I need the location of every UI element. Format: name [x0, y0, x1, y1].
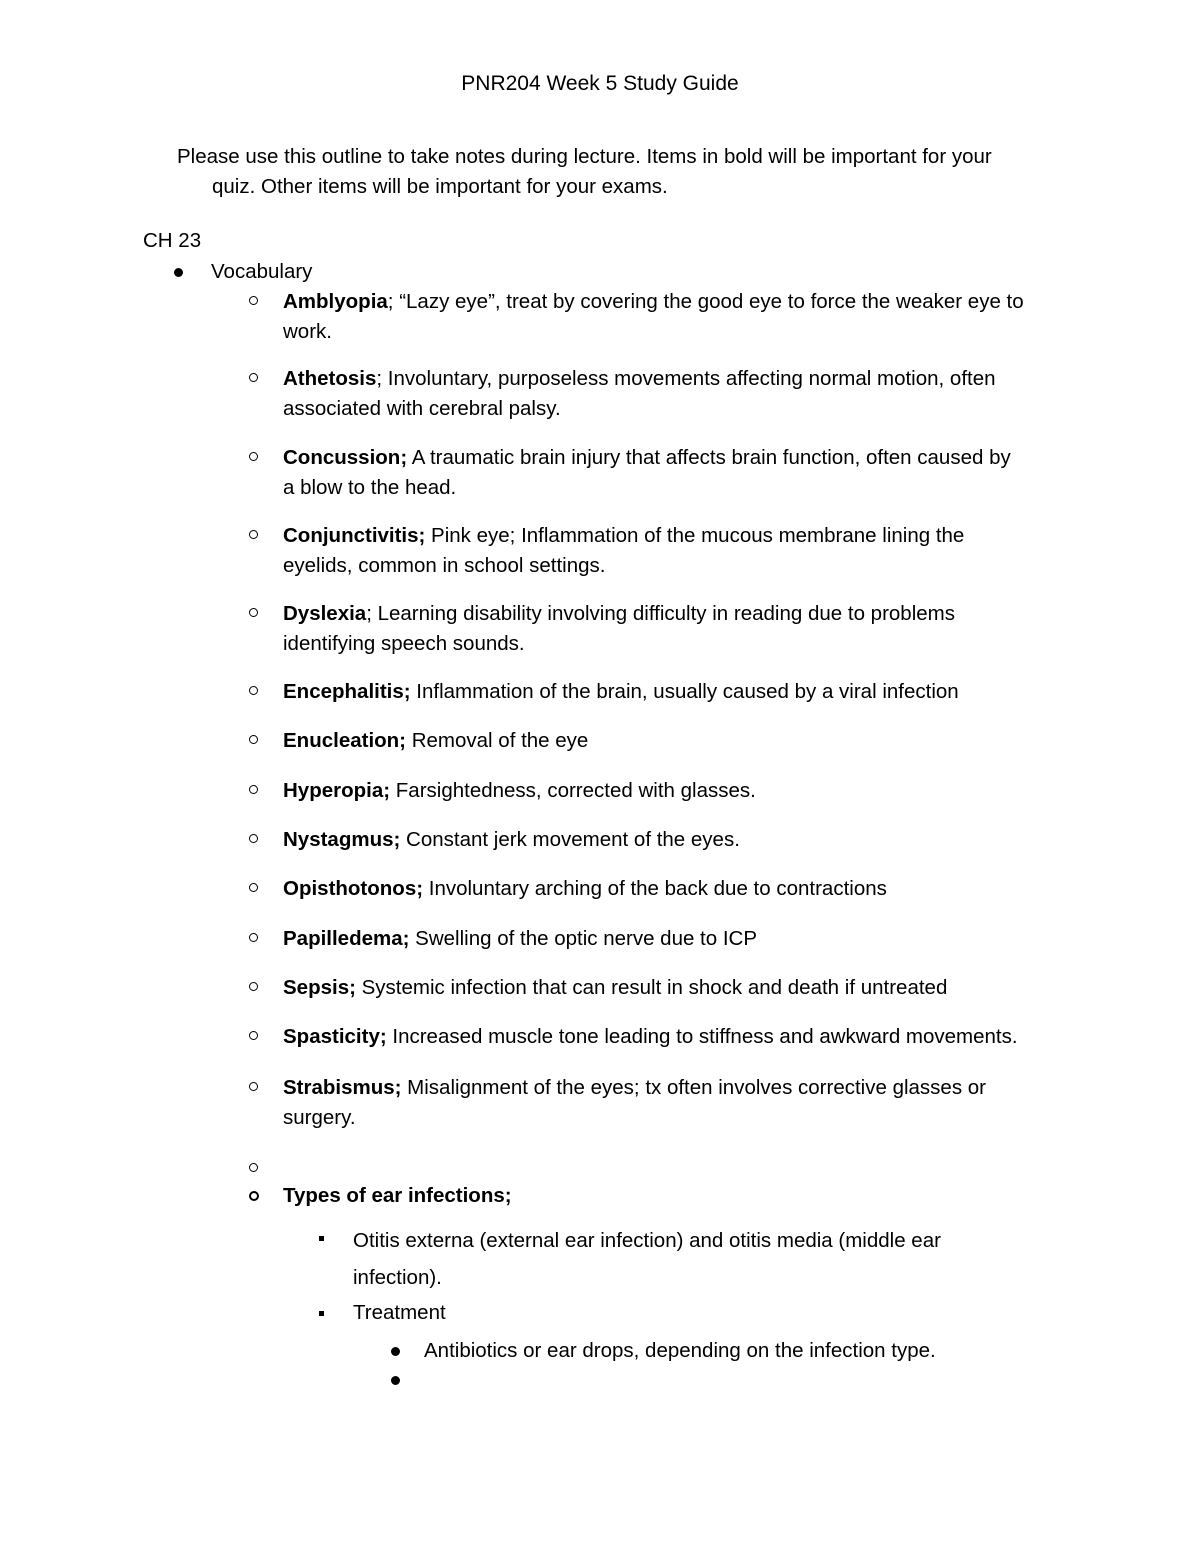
- vocab-term: Nystagmus;: [283, 828, 401, 851]
- vocab-definition-line-1: Increased muscle tone leading to stiffness and awkward movements.: [386, 1025, 1018, 1048]
- intro-line-1: Please use this outline to take notes during lecture. Items in bold will be important for your: [177, 145, 992, 168]
- bullet-circle-icon: [249, 735, 258, 744]
- vocab-term: Encephalitis;: [283, 680, 411, 703]
- treatment-item: Treatment: [353, 1301, 446, 1324]
- vocab-term: Dyslexia: [283, 602, 367, 625]
- vocab-item: [283, 677, 1063, 707]
- vocab-definition-line-2: surgery.: [283, 1106, 356, 1129]
- bullet-circle-icon: [249, 1082, 258, 1091]
- vocab-term: Concussion;: [283, 446, 408, 469]
- bullet-square-icon: [319, 1236, 324, 1241]
- vocab-item: [283, 364, 1063, 424]
- vocab-term: Papilledema;: [283, 927, 410, 950]
- bullet-dot-icon: [391, 1347, 400, 1356]
- vocab-item: [283, 1073, 1063, 1133]
- empty-bullet-dot-icon: [391, 1376, 400, 1385]
- bullet-circle-icon: [249, 373, 258, 382]
- vocab-term: Enucleation;: [283, 729, 407, 752]
- document-title: PNR204 Week 5 Study Guide: [461, 72, 739, 95]
- vocab-definition-line-1: Pink eye; Inflammation of the mucous membrane lining the: [425, 524, 965, 547]
- vocab-item: [283, 599, 1063, 659]
- bullet-circle-icon: [249, 1191, 259, 1201]
- bullet-circle-icon: [249, 883, 258, 892]
- vocab-definition-line-2: work.: [283, 320, 332, 343]
- bullet-circle-icon: [249, 933, 258, 942]
- vocab-definition-line-1: Farsightedness, corrected with glasses.: [390, 779, 756, 802]
- bullet-circle-icon: [249, 982, 258, 991]
- bullet-circle-icon: [249, 686, 258, 695]
- vocab-definition-line-1: Removal of the eye: [406, 729, 589, 752]
- vocab-item: [283, 825, 1063, 855]
- vocab-item: [283, 924, 1063, 954]
- vocab-term: Strabismus;: [283, 1076, 402, 1099]
- vocab-definition-line-2: a blow to the head.: [283, 476, 457, 499]
- vocab-item: [283, 521, 1063, 581]
- bullet-circle-icon: [249, 452, 258, 461]
- otitis-item: [353, 1222, 941, 1296]
- vocab-definition-line-1: Involuntary arching of the back due to contractions: [423, 877, 887, 900]
- vocab-definition-line-1: Inflammation of the brain, usually caused by a viral infection: [410, 680, 959, 703]
- vocab-item: [283, 1022, 1063, 1052]
- vocab-item: [283, 874, 1063, 904]
- chapter-heading: CH 23: [143, 229, 202, 252]
- vocab-term: Opisthotonos;: [283, 877, 424, 900]
- vocab-item: [283, 726, 1063, 756]
- intro-line-2: quiz. Other items will be important for your exams.: [212, 175, 668, 198]
- bullet-circle-icon: [249, 296, 258, 305]
- vocab-term: Athetosis: [283, 367, 377, 390]
- section-vocabulary-label: Vocabulary: [211, 260, 313, 283]
- vocab-definition-line-1: Learning disability involving difficulty in reading due to problems: [371, 602, 955, 625]
- vocab-definition-line-1: Involuntary, purposeless movements affecting normal motion, often: [382, 367, 996, 390]
- vocab-item: [283, 443, 1063, 503]
- intro-paragraph: [177, 142, 1057, 202]
- vocab-definition-line-2: identifying speech sounds.: [283, 632, 525, 655]
- empty-bullet-circle-icon: [249, 1163, 258, 1172]
- vocab-term: Amblyopia: [283, 290, 388, 313]
- vocab-definition-line-1: A traumatic brain injury that affects brain function, often caused by: [407, 446, 1011, 469]
- vocab-separator: ;: [376, 367, 383, 390]
- vocab-term: Spasticity;: [283, 1025, 387, 1048]
- bullet-circle-icon: [249, 530, 258, 539]
- vocab-definition-line-2: associated with cerebral palsy.: [283, 397, 561, 420]
- vocab-definition-line-1: Systemic infection that can result in shock and death if untreated: [355, 976, 948, 999]
- vocab-item: [283, 973, 1063, 1003]
- otitis-line-2: infection).: [353, 1266, 442, 1289]
- otitis-line-1: Otitis externa (external ear infection) and otitis media (middle ear: [353, 1229, 941, 1252]
- vocab-separator: ;: [387, 290, 394, 313]
- vocab-separator: ;: [366, 602, 372, 625]
- vocab-definition-line-1: Constant jerk movement of the eyes.: [400, 828, 740, 851]
- bullet-square-icon: [319, 1311, 324, 1316]
- bullet-circle-icon: [249, 785, 258, 794]
- vocab-item: [283, 287, 1063, 347]
- vocab-term: Hyperopia;: [283, 779, 391, 802]
- ear-infections-heading: Types of ear infections;: [283, 1184, 512, 1207]
- bullet-dot-icon: [174, 268, 183, 277]
- bullet-circle-icon: [249, 834, 258, 843]
- vocab-definition-line-1: Misalignment of the eyes; tx often involves corrective glasses or: [401, 1076, 986, 1099]
- vocab-definition-line-1: Swelling of the optic nerve due to ICP: [409, 927, 758, 950]
- vocab-definition-line-1: “Lazy eye”, treat by covering the good eye to force the weaker eye to: [393, 290, 1024, 313]
- vocab-definition-line-2: eyelids, common in school settings.: [283, 554, 606, 577]
- bullet-circle-icon: [249, 608, 258, 617]
- vocab-term: Conjunctivitis;: [283, 524, 426, 547]
- vocab-item: [283, 776, 1063, 806]
- bullet-circle-icon: [249, 1031, 258, 1040]
- vocab-term: Sepsis;: [283, 976, 356, 999]
- treatment-antibiotics-item: Antibiotics or ear drops, depending on the infection type.: [424, 1339, 936, 1362]
